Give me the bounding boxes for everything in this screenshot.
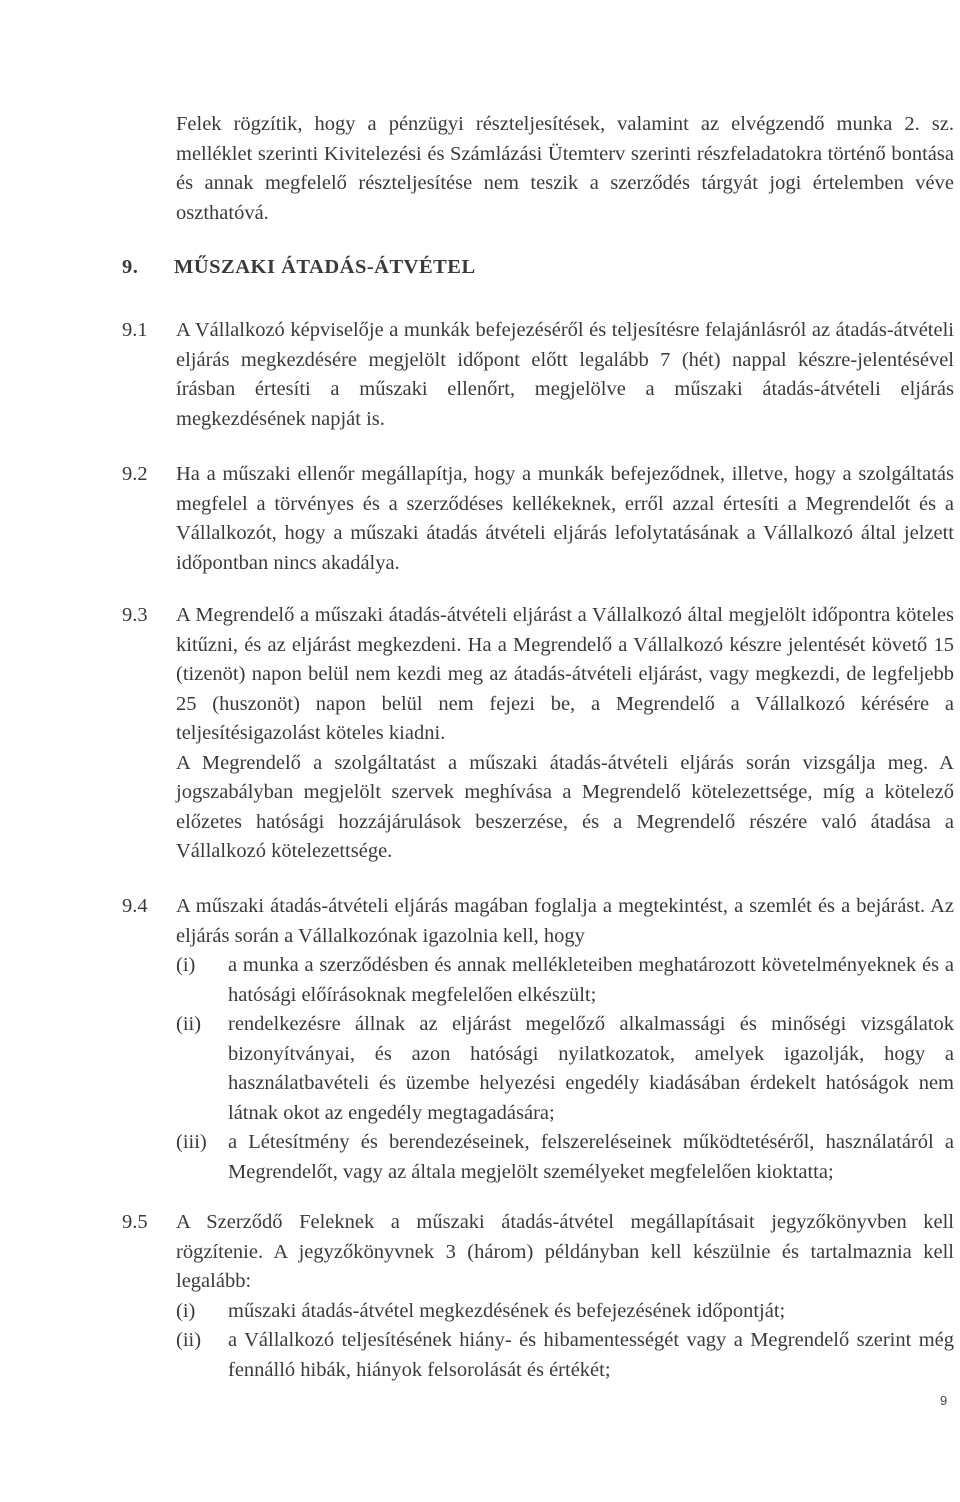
list-item-text: rendelkezésre állnak az eljárást megelőző alkalmassági és minőségi vizsgálatok bizonyítványai, és azon hatósági nyilatkozatok, amelyek igazolják, hogy a használatbavételi és üzembe helyezési engedély kiadásában érdekelt hatóságok nem látnak okot az engedély megtagadására; [228, 1013, 954, 1124]
list-marker: (ii) [176, 1013, 202, 1035]
list-item-text: a munka a szerződésben és annak mellékleteiben meghatározott követelményeknek és a hatósági előírásoknak megfelelően elkészült; [228, 954, 954, 1006]
section-heading [122, 256, 476, 279]
clause-9-2 [122, 460, 954, 578]
list-marker: (i) [176, 954, 196, 976]
clause-text [176, 601, 954, 867]
clause-number: 9.5 [122, 1211, 148, 1233]
list-marker: (ii) [176, 1329, 202, 1351]
clause-text [176, 892, 954, 1187]
list-item-text: műszaki átadás-átvétel megkezdésének és befejezésének időpontját; [228, 1299, 786, 1322]
clause-9-1 [122, 316, 954, 434]
list-item [176, 1010, 954, 1128]
clause-9-4 [122, 892, 954, 1187]
list-item-text: a Létesítmény és berendezéseinek, felszereléseinek működtetéséről, használatáról a Megrendelőt, vagy az általa megjelölt személyeket megfelelően kioktatta; [228, 1131, 954, 1183]
clause-paragraph: A Megrendelő a műszaki átadás-átvételi eljárást a Vállalkozó által megjelölt időpontra köteles kitűzni, és az eljárást megkezdeni. Ha a Megrendelő a Vállalkozó készre jelentését követő 15 (tizenöt) napon belül nem kezdi meg az átadás-átvételi eljárást, vagy megkezdi, de legfeljebb 25 (huszonöt) napon belül nem fejezi be, a Megrendelő a Vállalkozó kérésére a teljesítésigazolást köteles kiadni. [176, 604, 954, 744]
section-title: MŰSZAKI ÁTADÁS-ÁTVÉTEL [174, 256, 476, 278]
list-marker: (iii) [176, 1131, 207, 1153]
clause-text: Ha a műszaki ellenőr megállapítja, hogy a munkák befejeződnek, illetve, hogy a szolgáltatás megfelel a törvényes és a szerződéses kellékeknek, erről azzal értesíti a Megrendelőt és a Vállalkozót, hogy a műszaki átadás átvételi eljárás lefolytatásának a Vállalkozó által jelzett időpontban nincs akadálya. [176, 463, 954, 574]
list-item-text: a Vállalkozó teljesítésének hiány- és hibamentességét vagy a Megrendelő szerint még fennálló hibák, hiányok felsorolását és értékét; [228, 1329, 954, 1381]
requirements-list [176, 951, 954, 1187]
clause-text [176, 1208, 954, 1385]
clause-number: 9.2 [122, 463, 148, 485]
list-item [176, 1297, 954, 1327]
clause-9-3 [122, 601, 954, 867]
clause-9-5 [122, 1208, 954, 1385]
clause-number: 9.4 [122, 895, 148, 917]
minutes-contents-list [176, 1297, 954, 1386]
list-item [176, 1128, 954, 1187]
clause-text: A Vállalkozó képviselője a munkák befejezéséről és teljesítésre felajánlásról az átadás-átvételi eljárás megkezdésére megjelölt időpont előtt legalább 7 (hét) nappal készre-jelentésével írásban értesíti a műszaki ellenőrt, megjelölve a műszaki átadás-átvételi eljárás megkezdésének napját is. [176, 319, 954, 430]
section-number: 9. [122, 256, 139, 278]
clause-paragraph: A műszaki átadás-átvételi eljárás magában foglalja a megtekintést, a szemlét és a bejárást. Az eljárás során a Vállalkozónak igazolnia kell, hogy [176, 895, 954, 947]
clause-paragraph: A Szerződő Feleknek a műszaki átadás-átvétel megállapításait jegyzőkönyvben kell rögzítenie. A jegyzőkönyvnek 3 (három) példányban kell készülnie és tartalmaznia kell legalább: [176, 1211, 954, 1292]
list-item [176, 1326, 954, 1385]
intro-paragraph: Felek rögzítik, hogy a pénzügyi részteljesítések, valamint az elvégzendő munka 2. sz. melléklet szerinti Kivitelezési és Számlázási Ütemterv szerinti részfeladatokra történő bontása és annak megfelelő részteljesítése nem teszik a szerződés tárgyát jogi értelemben véve oszthatóvá. [176, 113, 954, 224]
clause-number: 9.1 [122, 319, 148, 341]
list-item [176, 951, 954, 1010]
clause-paragraph: A Megrendelő a szolgáltatást a műszaki átadás-átvételi eljárás során vizsgálja meg. A jogszabályban megjelölt szervek meghívása a Megrendelő kötelezettsége, míg a kötelező előzetes hatósági hozzájárulások beszerzése, és a Megrendelő részére való átadása a Vállalkozó kötelezettsége. [176, 751, 954, 862]
clause-number: 9.3 [122, 604, 148, 626]
page-number: 9 [940, 1393, 948, 1408]
list-marker: (i) [176, 1299, 196, 1322]
